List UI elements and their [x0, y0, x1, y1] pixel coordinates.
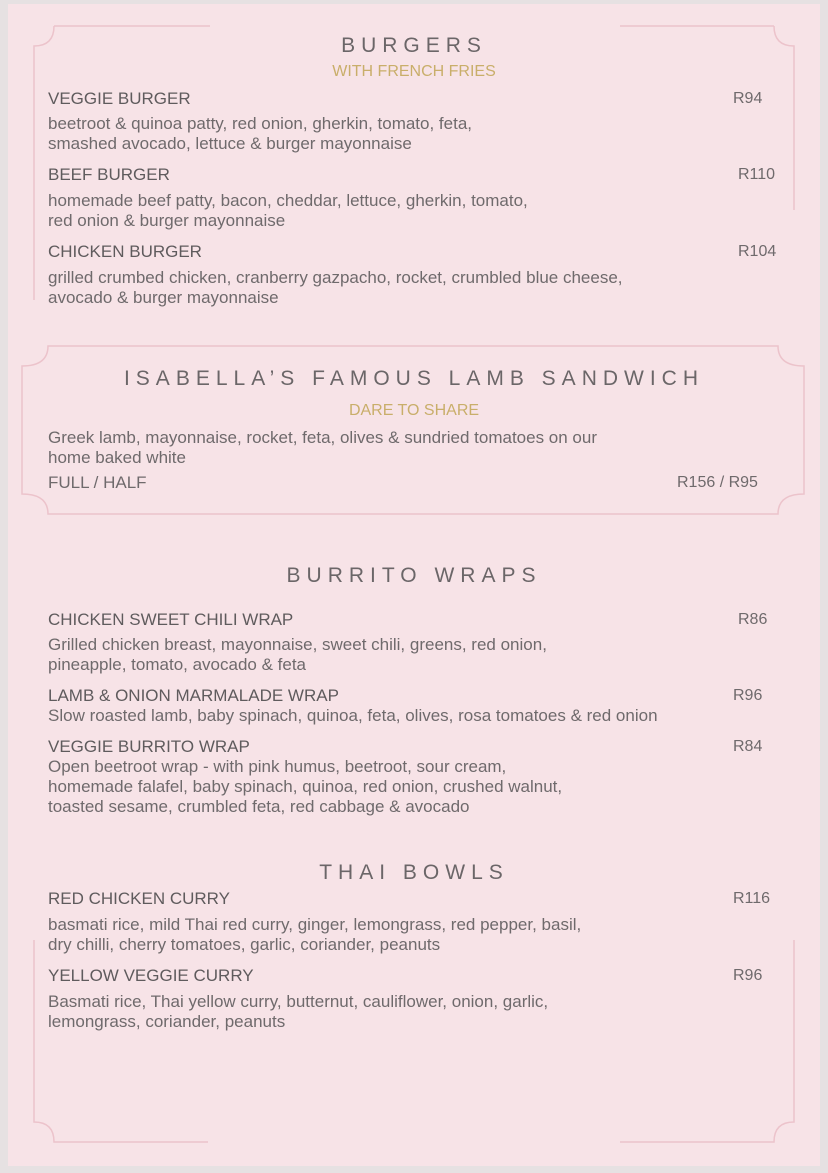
- menu-item-description: beetroot & quinoa patty, red onion, gherkin, tomato, feta,: [48, 114, 473, 133]
- menu-item-name: YELLOW VEGGIE CURRY: [48, 966, 254, 985]
- menu-item-description: Basmati rice, Thai yellow curry, butternut, cauliflower, onion, garlic,: [48, 992, 549, 1011]
- menu-item-name: BEEF BURGER: [48, 165, 170, 184]
- section-heading-burgers: BURGERS: [341, 34, 487, 57]
- menu-item-price: R96: [733, 687, 763, 704]
- menu-item-description: homemade beef patty, bacon, cheddar, lettuce, gherkin, tomato,: [48, 191, 528, 210]
- menu-item-price: R156 / R95: [677, 474, 758, 491]
- section-subheading-burgers: WITH FRENCH FRIES: [332, 63, 496, 80]
- menu-item-name: CHICKEN BURGER: [48, 242, 202, 261]
- menu-item-description: home baked white: [48, 448, 186, 467]
- menu-item-description: avocado & burger mayonnaise: [48, 288, 279, 307]
- menu-item-name: CHICKEN SWEET CHILI WRAP: [48, 610, 294, 629]
- menu-item-description: red onion & burger mayonnaise: [48, 211, 286, 230]
- menu-item-description: smashed avocado, lettuce & burger mayonnaise: [48, 134, 412, 153]
- menu-item-description: homemade falafel, baby spinach, quinoa, red onion, crushed walnut,: [48, 777, 563, 796]
- menu-item-price: R116: [733, 890, 771, 907]
- section-heading-thai-bowls: THAI BOWLS: [319, 861, 509, 884]
- menu-item-description: pineapple, tomato, avocado & feta: [48, 655, 307, 674]
- menu-item-description: grilled crumbed chicken, cranberry gazpacho, rocket, crumbled blue cheese,: [48, 268, 623, 287]
- menu-item-sizes: FULL / HALF: [48, 473, 147, 492]
- menu-item-description: Grilled chicken breast, mayonnaise, sweet chili, greens, red onion,: [48, 635, 547, 654]
- menu-item-name: RED CHICKEN CURRY: [48, 889, 230, 908]
- menu-item-description: basmati rice, mild Thai red curry, ginger, lemongrass, red pepper, basil,: [48, 915, 582, 934]
- menu-item-price: R96: [733, 967, 763, 984]
- menu-item-name: LAMB & ONION MARMALADE WRAP: [48, 686, 339, 705]
- menu-item-price: R104: [738, 243, 777, 260]
- menu-item-description: lemongrass, coriander, peanuts: [48, 1012, 286, 1031]
- menu-item-description: Slow roasted lamb, baby spinach, quinoa, feta, olives, rosa tomatoes & red onion: [48, 706, 658, 725]
- section-heading-burrito-wraps: BURRITO WRAPS: [286, 564, 542, 587]
- menu-item-name: VEGGIE BURGER: [48, 89, 191, 108]
- menu-item-description: Greek lamb, mayonnaise, rocket, feta, olives & sundried tomatoes on our: [48, 428, 597, 447]
- section-heading-lamb-sandwich: ISABELLA’S FAMOUS LAMB SANDWICH: [123, 367, 705, 390]
- menu-item-price: R94: [733, 90, 763, 107]
- menu-item-description: Open beetroot wrap - with pink humus, beetroot, sour cream,: [48, 757, 507, 776]
- menu-item-description: toasted sesame, crumbled feta, red cabbage & avocado: [48, 797, 470, 816]
- menu-item-name: VEGGIE BURRITO WRAP: [48, 737, 250, 756]
- section-subheading-lamb-sandwich: DARE TO SHARE: [348, 402, 480, 419]
- menu-item-price: R86: [738, 611, 768, 628]
- menu-item-price: R84: [733, 738, 763, 755]
- menu-item-description: dry chilli, cherry tomatoes, garlic, coriander, peanuts: [48, 935, 441, 954]
- menu-item-price: R110: [738, 166, 776, 183]
